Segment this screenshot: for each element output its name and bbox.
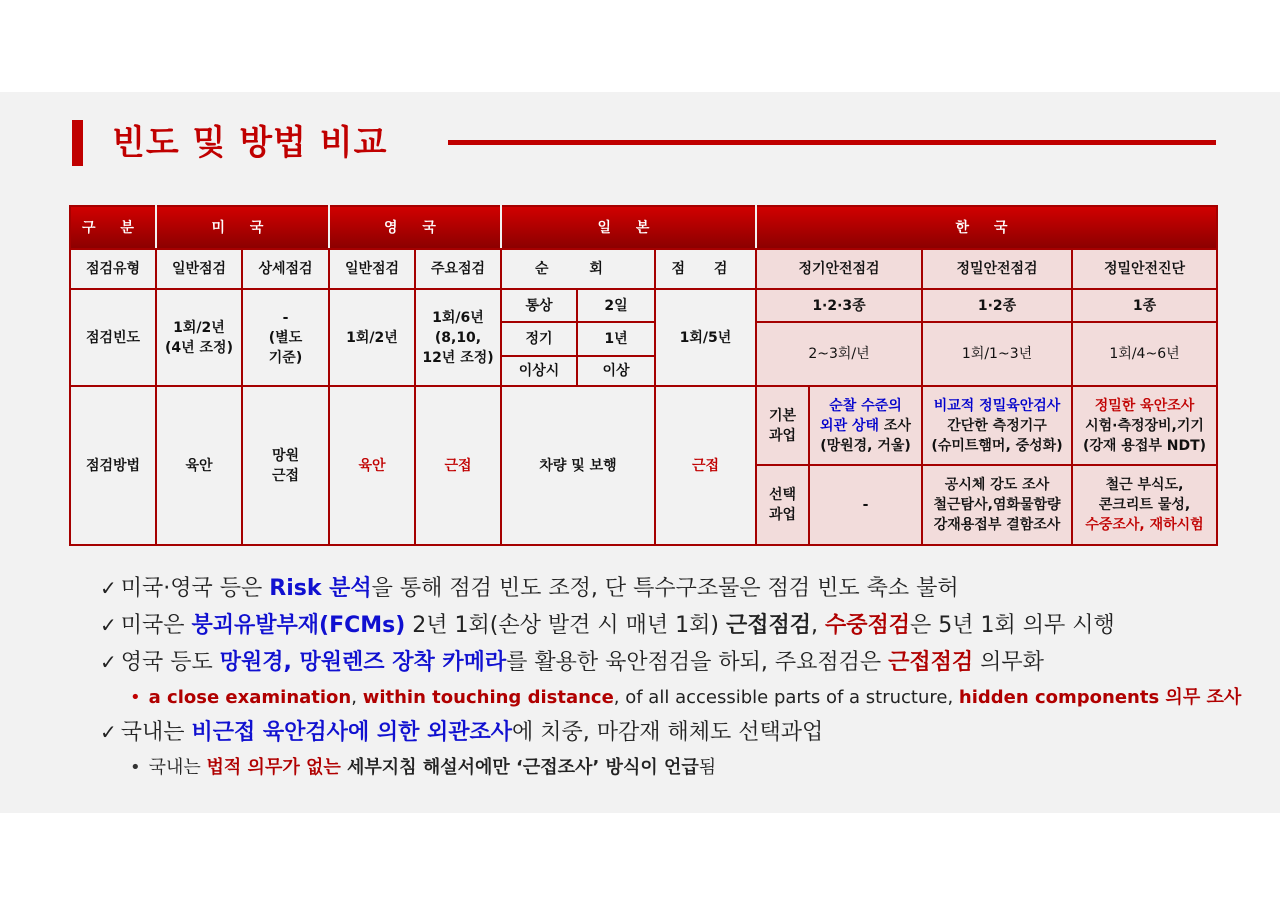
- method-text: 철근 부식도,: [1105, 477, 1184, 493]
- bullet-text: 의무화: [973, 650, 1044, 675]
- cell-kr-regular-freq: 2~3회/년: [756, 322, 922, 386]
- cell-usa-general-freq: [156, 289, 242, 386]
- cell-kr-diagnosis-basic: [1072, 386, 1217, 465]
- cell-usa-detail-freq: [242, 289, 329, 386]
- bullet-highlight: 세부지침 해설서에만 ‘근접조사’ 방식이 언급: [340, 757, 699, 778]
- bullet-text: 을 통해 점검 빈도 조정, 단 특수구조물은 점검 빈도 축소 불허: [371, 576, 959, 601]
- bullet-dot-icon: •: [130, 757, 141, 778]
- kr-optional-task-label: [756, 465, 809, 545]
- label-text: 과업: [768, 507, 797, 523]
- freq-text: 1회/2년: [173, 319, 225, 336]
- bullet-text: 영국 등도: [120, 650, 220, 675]
- bullet-highlight: 수중점검: [824, 613, 910, 638]
- bullet-dot-icon: •: [130, 687, 141, 708]
- cell-jp-inspection: 점 검: [655, 249, 756, 289]
- kr-basic-task-label: [756, 386, 809, 465]
- page-title: 빈도 및 방법 비교: [112, 123, 388, 163]
- row-label-frequency: 점검빈도: [70, 289, 156, 386]
- method-text: [812, 416, 919, 436]
- method-text: 간단한 측정기구: [947, 417, 1047, 434]
- bullet-item: [100, 570, 1250, 607]
- header-japan: 일 본: [501, 206, 756, 249]
- cell-usa-general: 일반점검: [156, 249, 242, 289]
- bullet-highlight: 붕괴유발부재(FCMs): [191, 613, 406, 638]
- bullet-highlight: 근접점검: [725, 613, 811, 638]
- freq-note: (4년 조정): [165, 339, 233, 356]
- title-underline: [448, 140, 1216, 145]
- cell-jp-patrol-freq: 이상: [577, 356, 655, 386]
- cell-kr-diagnosis: 정밀안전진단: [1072, 249, 1217, 289]
- method-text: 철근탐사,염화물함량: [933, 497, 1061, 513]
- label-text: 과업: [768, 427, 797, 444]
- cell-uk-general-freq: 1회/2년: [329, 289, 415, 386]
- cell-kr-diagnosis-optional: [1072, 465, 1217, 545]
- bullet-text: 를 활용한 육안점검을 하되, 주요점검은: [506, 650, 889, 675]
- bullet-text: 미국은: [120, 613, 192, 638]
- label-text: 선택: [768, 487, 797, 503]
- bullet-text: 됨: [698, 757, 717, 778]
- cell-kr-precise-class: 1·2종: [922, 289, 1072, 322]
- method-text: 수중조사, 재하시험: [1085, 517, 1204, 533]
- header-category: 구 분: [70, 206, 156, 249]
- freq-note: 12년 조정): [422, 349, 494, 366]
- bullet-highlight: 망원경, 망원렌즈 장착 카메라: [219, 650, 507, 675]
- table-row-type: [70, 249, 1217, 289]
- method-text: 정밀한 육안조사: [1094, 397, 1195, 414]
- cell-jp-patrol-type: 이상시: [501, 356, 577, 386]
- cell-usa-general-method: 육안: [156, 386, 242, 545]
- bullet-item: [100, 714, 1250, 751]
- cell-usa-detail: 상세점검: [242, 249, 329, 289]
- cell-jp-inspection-freq: 1회/5년: [655, 289, 756, 386]
- row-label-method: 점검방법: [70, 386, 156, 545]
- plain-text: 조사: [879, 417, 911, 434]
- header-usa: 미 국: [156, 206, 329, 249]
- freq-text: -: [282, 309, 289, 326]
- checkmark-icon: ✓: [100, 576, 117, 600]
- bullet-highlight: a close examination: [148, 687, 352, 708]
- bullet-highlight: 법적 의무가 없는: [206, 757, 341, 778]
- cell-uk-principal-method: 근접: [415, 386, 501, 545]
- sub-bullet-item: [100, 681, 1250, 714]
- cell-kr-regular-class: 1·2·3종: [756, 289, 922, 322]
- checkmark-icon: ✓: [100, 720, 117, 744]
- cell-kr-precise-freq: 1회/1~3년: [922, 322, 1072, 386]
- cell-kr-regular: 정기안전점검: [756, 249, 922, 289]
- cell-kr-precise: 정밀안전점검: [922, 249, 1072, 289]
- checkmark-icon: ✓: [100, 613, 117, 637]
- title-accent-bar: [72, 120, 83, 166]
- bullet-highlight: Risk 분석: [269, 576, 372, 601]
- bullet-text: 은 5년 1회 의무 시행: [909, 613, 1115, 638]
- bullet-text: 국내는: [148, 757, 207, 778]
- cell-kr-precise-basic: [922, 386, 1072, 465]
- method-text: 근접: [271, 467, 300, 484]
- bullet-text: 2년 1회(손상 발견 시 매년 1회): [405, 613, 726, 638]
- cell-jp-patrol-freq: 1년: [577, 322, 655, 356]
- bullet-list: [100, 570, 1250, 784]
- cell-uk-general: 일반점검: [329, 249, 415, 289]
- cell-uk-principal: 주요점검: [415, 249, 501, 289]
- comparison-table: [69, 205, 1218, 546]
- table-header-row: [70, 206, 1217, 249]
- freq-note: (별도: [268, 329, 303, 346]
- cell-jp-patrol-freq: 2일: [577, 289, 655, 322]
- row-label-type: 점검유형: [70, 249, 156, 289]
- method-text: 망원: [271, 447, 300, 464]
- checkmark-icon: ✓: [100, 650, 117, 674]
- cell-usa-detail-method: [242, 386, 329, 545]
- sub-bullet-item: [100, 751, 1250, 784]
- cell-kr-precise-optional: [922, 465, 1072, 545]
- method-note: (슈미트햄머, 중성화): [931, 437, 1063, 454]
- method-text: 강재용접부 결함조사: [933, 517, 1061, 533]
- label-text: 기본: [768, 407, 797, 424]
- header-korea: 한 국: [756, 206, 1217, 249]
- bullet-item: [100, 644, 1250, 681]
- bullet-highlight: hidden components 의무 조사: [958, 687, 1242, 708]
- bullet-text: ,: [810, 613, 825, 638]
- bullet-text: 국내는: [120, 720, 192, 745]
- method-note: (강재 용접부 NDT): [1082, 437, 1207, 454]
- freq-note: (8,10,: [434, 329, 482, 346]
- table-row-method: [70, 386, 1217, 465]
- bullet-text: 에 치중, 마감재 해체도 선택과업: [512, 720, 824, 745]
- cell-kr-diagnosis-freq: 1회/4~6년: [1072, 322, 1217, 386]
- freq-text: 1회/6년: [432, 309, 484, 326]
- method-text: 시험·측정장비,기기: [1085, 417, 1204, 434]
- cell-jp-patrol-type: 통상: [501, 289, 577, 322]
- cell-uk-principal-freq: [415, 289, 501, 386]
- highlight-text: 외관 상태: [820, 417, 880, 434]
- method-text: 공시체 강도 조사: [944, 477, 1050, 493]
- cell-uk-general-method: 육안: [329, 386, 415, 545]
- cell-jp-patrol-method: 차량 및 보행: [501, 386, 655, 545]
- header-uk: 영 국: [329, 206, 501, 249]
- cell-kr-regular-basic: [809, 386, 922, 465]
- table-row-frequency: [70, 289, 1217, 322]
- bullet-highlight: within touching distance: [362, 687, 614, 708]
- cell-kr-regular-optional: -: [809, 465, 922, 545]
- bullet-text: 미국·영국 등은: [120, 576, 270, 601]
- bullet-text: , of all accessible parts of a structure,: [613, 687, 959, 708]
- bullet-highlight: 비근접 육안검사에 의한 외관조사: [191, 720, 513, 745]
- method-text: 순찰 수준의: [829, 397, 902, 414]
- cell-jp-patrol: 순 회: [501, 249, 655, 289]
- method-text: 비교적 정밀육안검사: [933, 397, 1061, 414]
- bullet-text: ,: [351, 687, 363, 708]
- cell-kr-diagnosis-class: 1종: [1072, 289, 1217, 322]
- cell-jp-patrol-type: 정기: [501, 322, 577, 356]
- method-text: 콘크리트 물성,: [1098, 497, 1191, 513]
- cell-jp-inspection-method: 근접: [655, 386, 756, 545]
- freq-note: 기준): [268, 349, 303, 366]
- method-note: (망원경, 거울): [820, 437, 911, 454]
- bullet-highlight: 근접점검: [888, 650, 974, 675]
- bullet-item: [100, 607, 1250, 644]
